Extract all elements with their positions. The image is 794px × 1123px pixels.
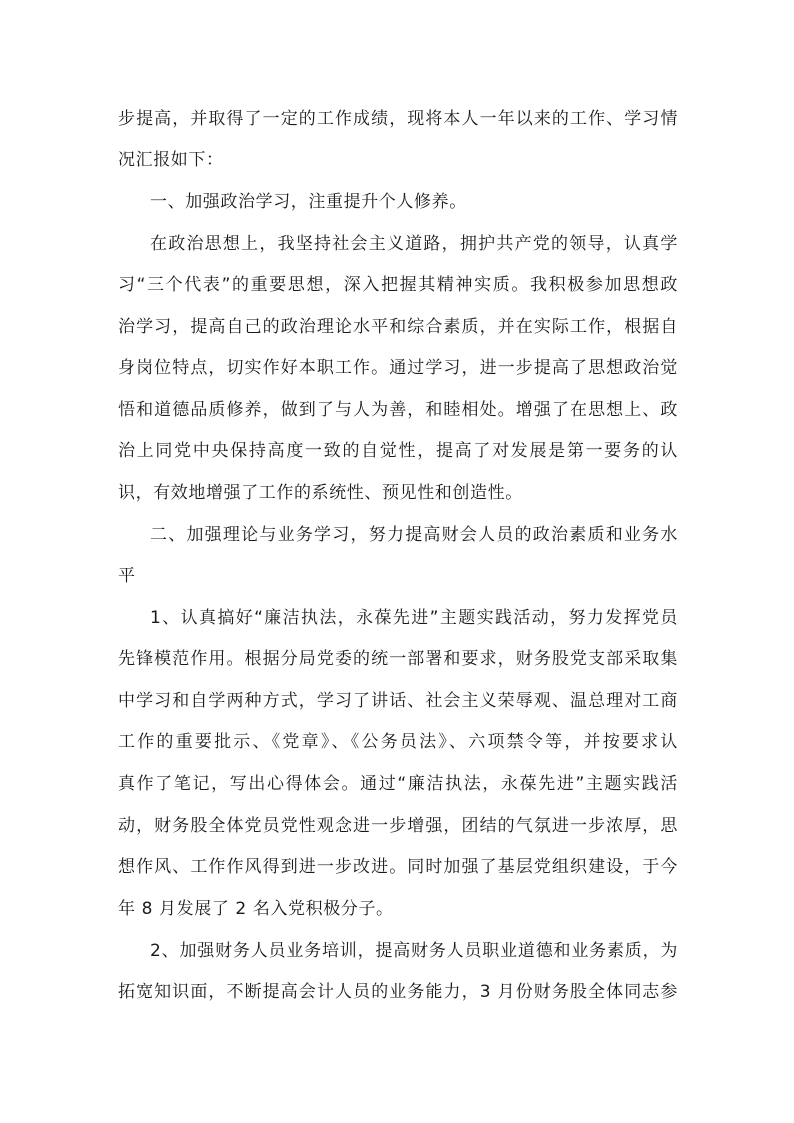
text-line: 先锋模范作用。根据分局党委的统一部署和要求，财务股党支部采取集 bbox=[118, 649, 678, 669]
text-line: 在政治思想上，我坚持社会主义道路，拥护共产党的领导，认真学 bbox=[150, 234, 678, 254]
text-line: 想作风、工作作风得到进一步改进。同时加强了基层党组织建设，于今 bbox=[118, 857, 678, 877]
text-line: 1、认真搞好“廉洁执法，永葆先进”主题实践活动，努力发挥党员 bbox=[150, 608, 678, 628]
text-line: 况汇报如下： bbox=[118, 150, 224, 170]
section-heading: 一、加强政治学习，注重提升个人修养。 bbox=[150, 192, 467, 212]
text-line: 年 8 月发展了 2 名入党积极分子。 bbox=[118, 899, 394, 919]
text-line: 中学习和自学两种方式，学习了讲话、社会主义荣辱观、温总理对工商 bbox=[118, 691, 678, 711]
text-line: 习“三个代表”的重要思想，深入把握其精神实质。我积极参加思想政 bbox=[118, 275, 678, 295]
text-line: 2、加强财务人员业务培训，提高财务人员职业道德和业务素质，为 bbox=[150, 941, 678, 961]
text-line: 工作的重要批示、《党章》、《公务员法》、六项禁令等，并按要求认 bbox=[118, 732, 678, 752]
text-line: 拓宽知识面，不断提高会计人员的业务能力，3 月份财务股全体同志参 bbox=[118, 982, 678, 1002]
text-line: 识，有效地增强了工作的系统性、预见性和创造性。 bbox=[118, 483, 523, 503]
text-line: 治上同党中央保持高度一致的自觉性，提高了对发展是第一要务的认 bbox=[118, 441, 678, 461]
section-heading: 平 bbox=[118, 566, 136, 586]
text-line: 真作了笔记，写出心得体会。通过“廉洁执法，永葆先进”主题实践活 bbox=[118, 774, 678, 794]
section-heading: 二、加强理论与业务学习，努力提高财会人员的政治素质和业务水 bbox=[150, 525, 678, 545]
text-line: 身岗位特点，切实作好本职工作。通过学习，进一步提高了思想政治觉 bbox=[118, 358, 678, 378]
text-line: 治学习，提高自己的政治理论水平和综合素质，并在实际工作，根据自 bbox=[118, 317, 678, 337]
text-line: 步提高，并取得了一定的工作成绩，现将本人一年以来的工作、学习情 bbox=[118, 109, 678, 129]
text-line: 悟和道德品质修养，做到了与人为善，和睦相处。增强了在思想上、政 bbox=[118, 400, 678, 420]
text-line: 动，财务股全体党员党性观念进一步增强，团结的气氛进一步浓厚，思 bbox=[118, 816, 678, 836]
